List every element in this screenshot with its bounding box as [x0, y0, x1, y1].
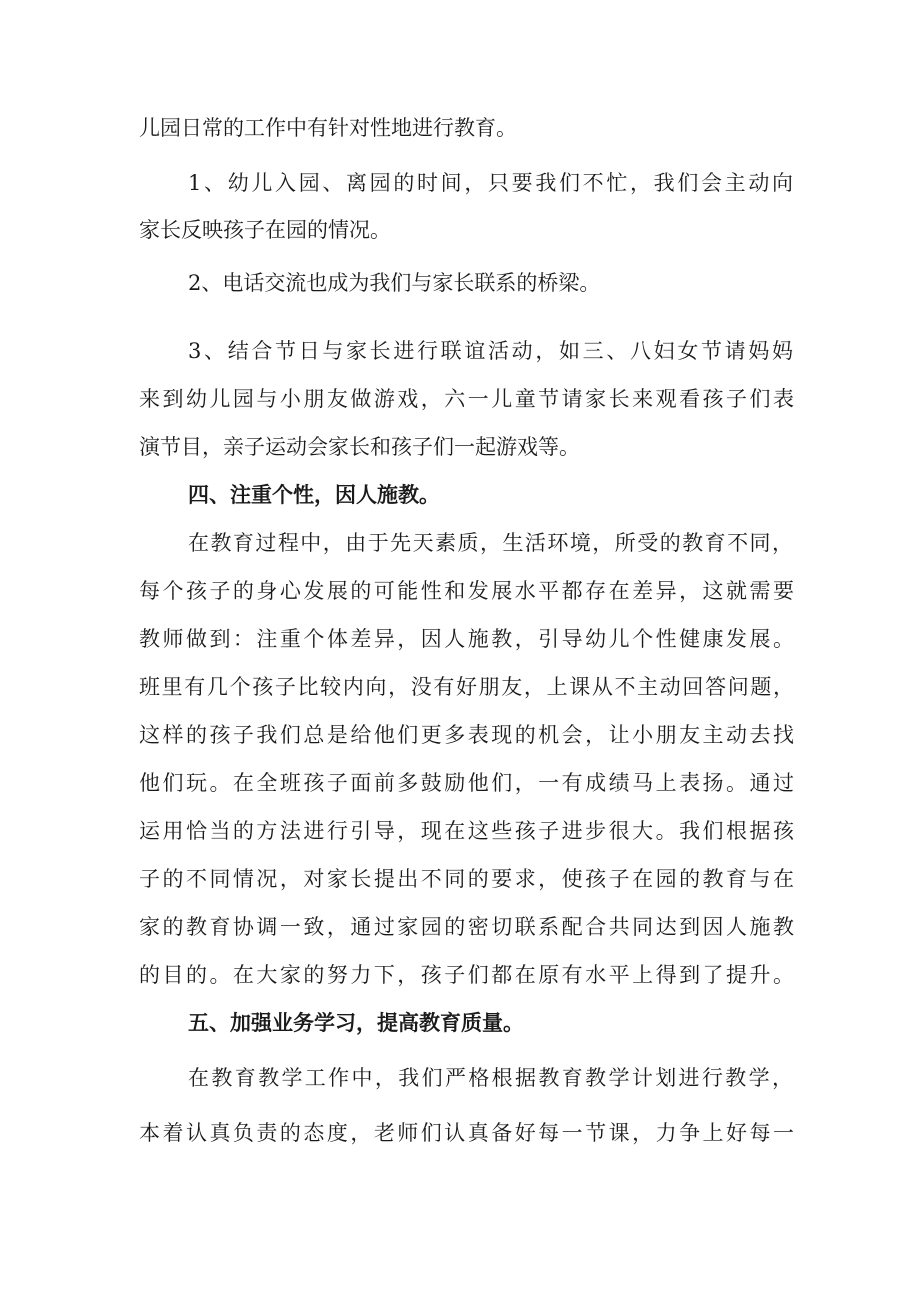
paragraph-line: 3、结合节日与家长进行联谊活动，如三、八妇女节请妈妈: [188, 339, 793, 363]
paragraph-line: 教师做到：注重个体差异，因人施教，引导幼儿个性健康发展。: [139, 627, 794, 651]
paragraph-line: 他们玩。在全班孩子面前多鼓励他们，一有成绩马上表扬。通过: [139, 771, 794, 795]
paragraph-line: 本着认真负责的态度，老师们认真备好每一节课，力争上好每一: [139, 1121, 794, 1145]
paragraph-line: 的目的。在大家的努力下，孩子们都在原有水平上得到了提升。: [139, 963, 794, 987]
paragraph-line: 班里有几个孩子比较内向，没有好朋友，上课从不主动回答问题，: [139, 675, 794, 699]
paragraph-line: 来到幼儿园与小朋友做游戏，六一儿童节请家长来观看孩子们表: [139, 387, 794, 411]
paragraph-line: 运用恰当的方法进行引导，现在这些孩子进步很大。我们根据孩: [139, 819, 794, 843]
paragraph-line: 家的教育协调一致，通过家园的密切联系配合共同达到因人施教: [139, 915, 794, 939]
paragraph-line: 2、电话交流也成为我们与家长联系的桥梁。: [188, 271, 601, 295]
paragraph-line: 家长反映孩子在园的情况。: [139, 218, 391, 242]
paragraph-line: 每个孩子的身心发展的可能性和发展水平都存在差异，这就需要: [139, 579, 794, 603]
paragraph-line: 在教育过程中，由于先天素质，生活环境，所受的教育不同，: [188, 531, 793, 555]
section-heading: 五、加强业务学习，提高教育质量。: [188, 1010, 524, 1035]
paragraph-line: 演节目，亲子运动会家长和孩子们一起游戏等。: [139, 435, 580, 459]
paragraph-line: 这样的孩子我们总是给他们更多表现的机会，让小朋友主动去找: [139, 723, 794, 747]
section-heading: 四、注重个性，因人施教。: [188, 482, 440, 507]
paragraph-line: 儿园日常的工作中有针对性地进行教育。: [139, 116, 517, 140]
paragraph-line: 在教育教学工作中，我们严格根据教育教学计划进行教学，: [188, 1066, 793, 1090]
paragraph-line: 1、幼儿入园、离园的时间，只要我们不忙，我们会主动向: [188, 171, 793, 195]
paragraph-line: 子的不同情况，对家长提出不同的要求，使孩子在园的教育与在: [139, 867, 794, 891]
